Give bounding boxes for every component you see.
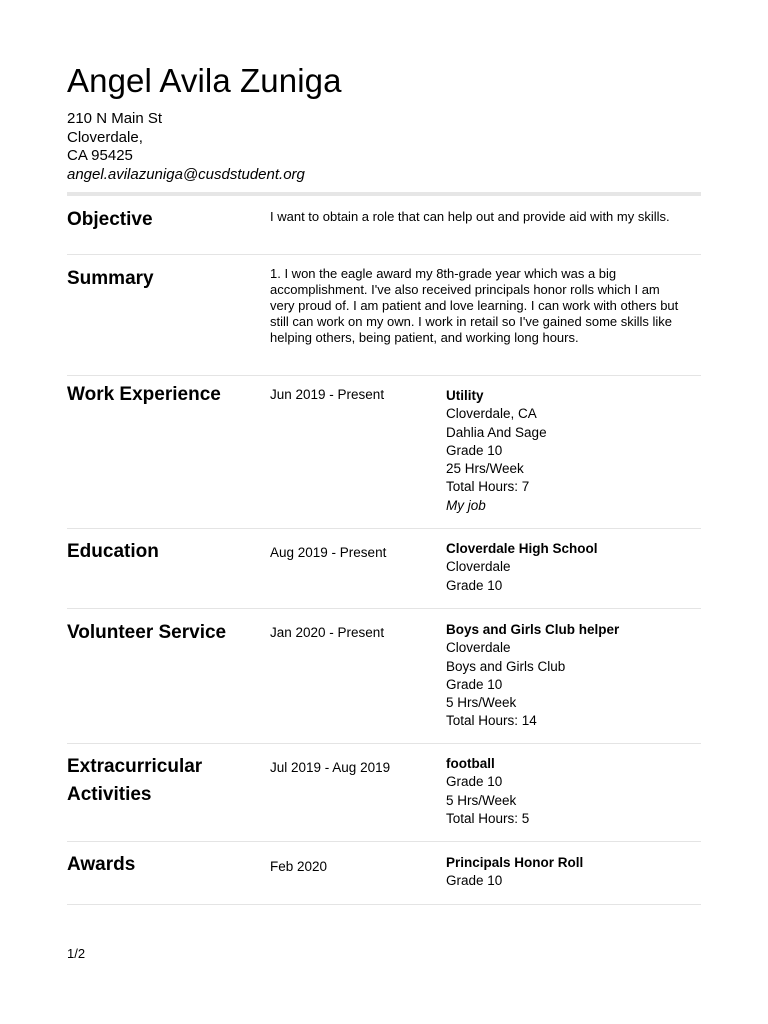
- work-details: [446, 387, 547, 515]
- education-location: Cloverdale: [446, 559, 511, 575]
- objective-section: [67, 196, 701, 255]
- extracurricular-hours: 5 Hrs/Week: [446, 792, 517, 808]
- volunteer-hours: 5 Hrs/Week: [446, 695, 517, 711]
- extracurricular-date: Jul 2019 - Aug 2019: [270, 760, 391, 775]
- extracurricular-total: Total Hours: 5: [446, 810, 530, 826]
- work-title: Work Experience: [67, 384, 221, 405]
- extracurricular-title-line-1: Extracurricular: [67, 756, 203, 777]
- work-location: Cloverdale, CA: [446, 406, 537, 422]
- education-grade: Grade 10: [446, 577, 503, 593]
- objective-title: Objective: [67, 209, 153, 230]
- award-grade: Grade 10: [446, 873, 503, 889]
- volunteer-title: Volunteer Service: [67, 622, 227, 643]
- awards-date: Feb 2020: [270, 859, 328, 874]
- education-title: Education: [67, 541, 159, 562]
- volunteer-section: [67, 609, 701, 744]
- volunteer-org: Boys and Girls Club: [446, 658, 566, 674]
- education-date: Aug 2019 - Present: [270, 545, 387, 560]
- objective-text: I want to obtain a role that can help out and provide aid with my skills.: [270, 209, 670, 224]
- education-section: [67, 529, 701, 609]
- extracurricular-section: [67, 744, 701, 842]
- education-school: Cloverdale High School: [446, 541, 598, 556]
- extracurricular-details: [446, 755, 529, 828]
- work-grade: Grade 10: [446, 442, 503, 458]
- work-total: Total Hours: 7: [446, 479, 530, 495]
- volunteer-grade: Grade 10: [446, 676, 503, 692]
- work-note: My job: [446, 497, 486, 513]
- summary-section: [67, 255, 701, 376]
- work-experience-section: [67, 376, 701, 529]
- work-date: Jun 2019 - Present: [270, 387, 385, 402]
- volunteer-total: Total Hours: 14: [446, 713, 537, 729]
- address-line-1: 210 N Main St: [67, 110, 163, 127]
- work-hours: 25 Hrs/Week: [446, 461, 524, 477]
- awards-section: [67, 842, 701, 905]
- summary-title: Summary: [67, 268, 154, 289]
- extracurricular-title: [67, 753, 202, 809]
- extracurricular-activity: football: [446, 756, 495, 771]
- email-address: angel.avilazuniga@cusdstudent.org: [67, 165, 305, 183]
- page-number: 1/2: [67, 946, 86, 961]
- work-role: Utility: [446, 388, 484, 403]
- awards-title: Awards: [67, 854, 136, 875]
- address-line-3: CA 95425: [67, 147, 133, 164]
- volunteer-role: Boys and Girls Club helper: [446, 622, 620, 637]
- volunteer-date: Jan 2020 - Present: [270, 625, 385, 640]
- volunteer-details: [446, 621, 619, 731]
- contact-block: [67, 110, 305, 184]
- extracurricular-grade: Grade 10: [446, 774, 503, 790]
- volunteer-location: Cloverdale: [446, 640, 511, 656]
- awards-details: [446, 854, 583, 891]
- summary-text: 1. I won the eagle award my 8th-grade year which was a big accomplishment. I've also received principals honor rolls which I am very proud of. I am patient and love learning. I can work with others but still can work on my own. I work in retail so I've gained some skills like helping others, being patient, and working long hours.: [270, 266, 679, 345]
- award-name: Principals Honor Roll: [446, 855, 584, 870]
- work-employer: Dahlia And Sage: [446, 424, 547, 440]
- resume-name: Angel Avila Zuniga: [67, 62, 342, 99]
- education-details: [446, 540, 598, 595]
- address-line-2: Cloverdale,: [67, 128, 143, 146]
- extracurricular-title-line-2: Activities: [67, 784, 152, 805]
